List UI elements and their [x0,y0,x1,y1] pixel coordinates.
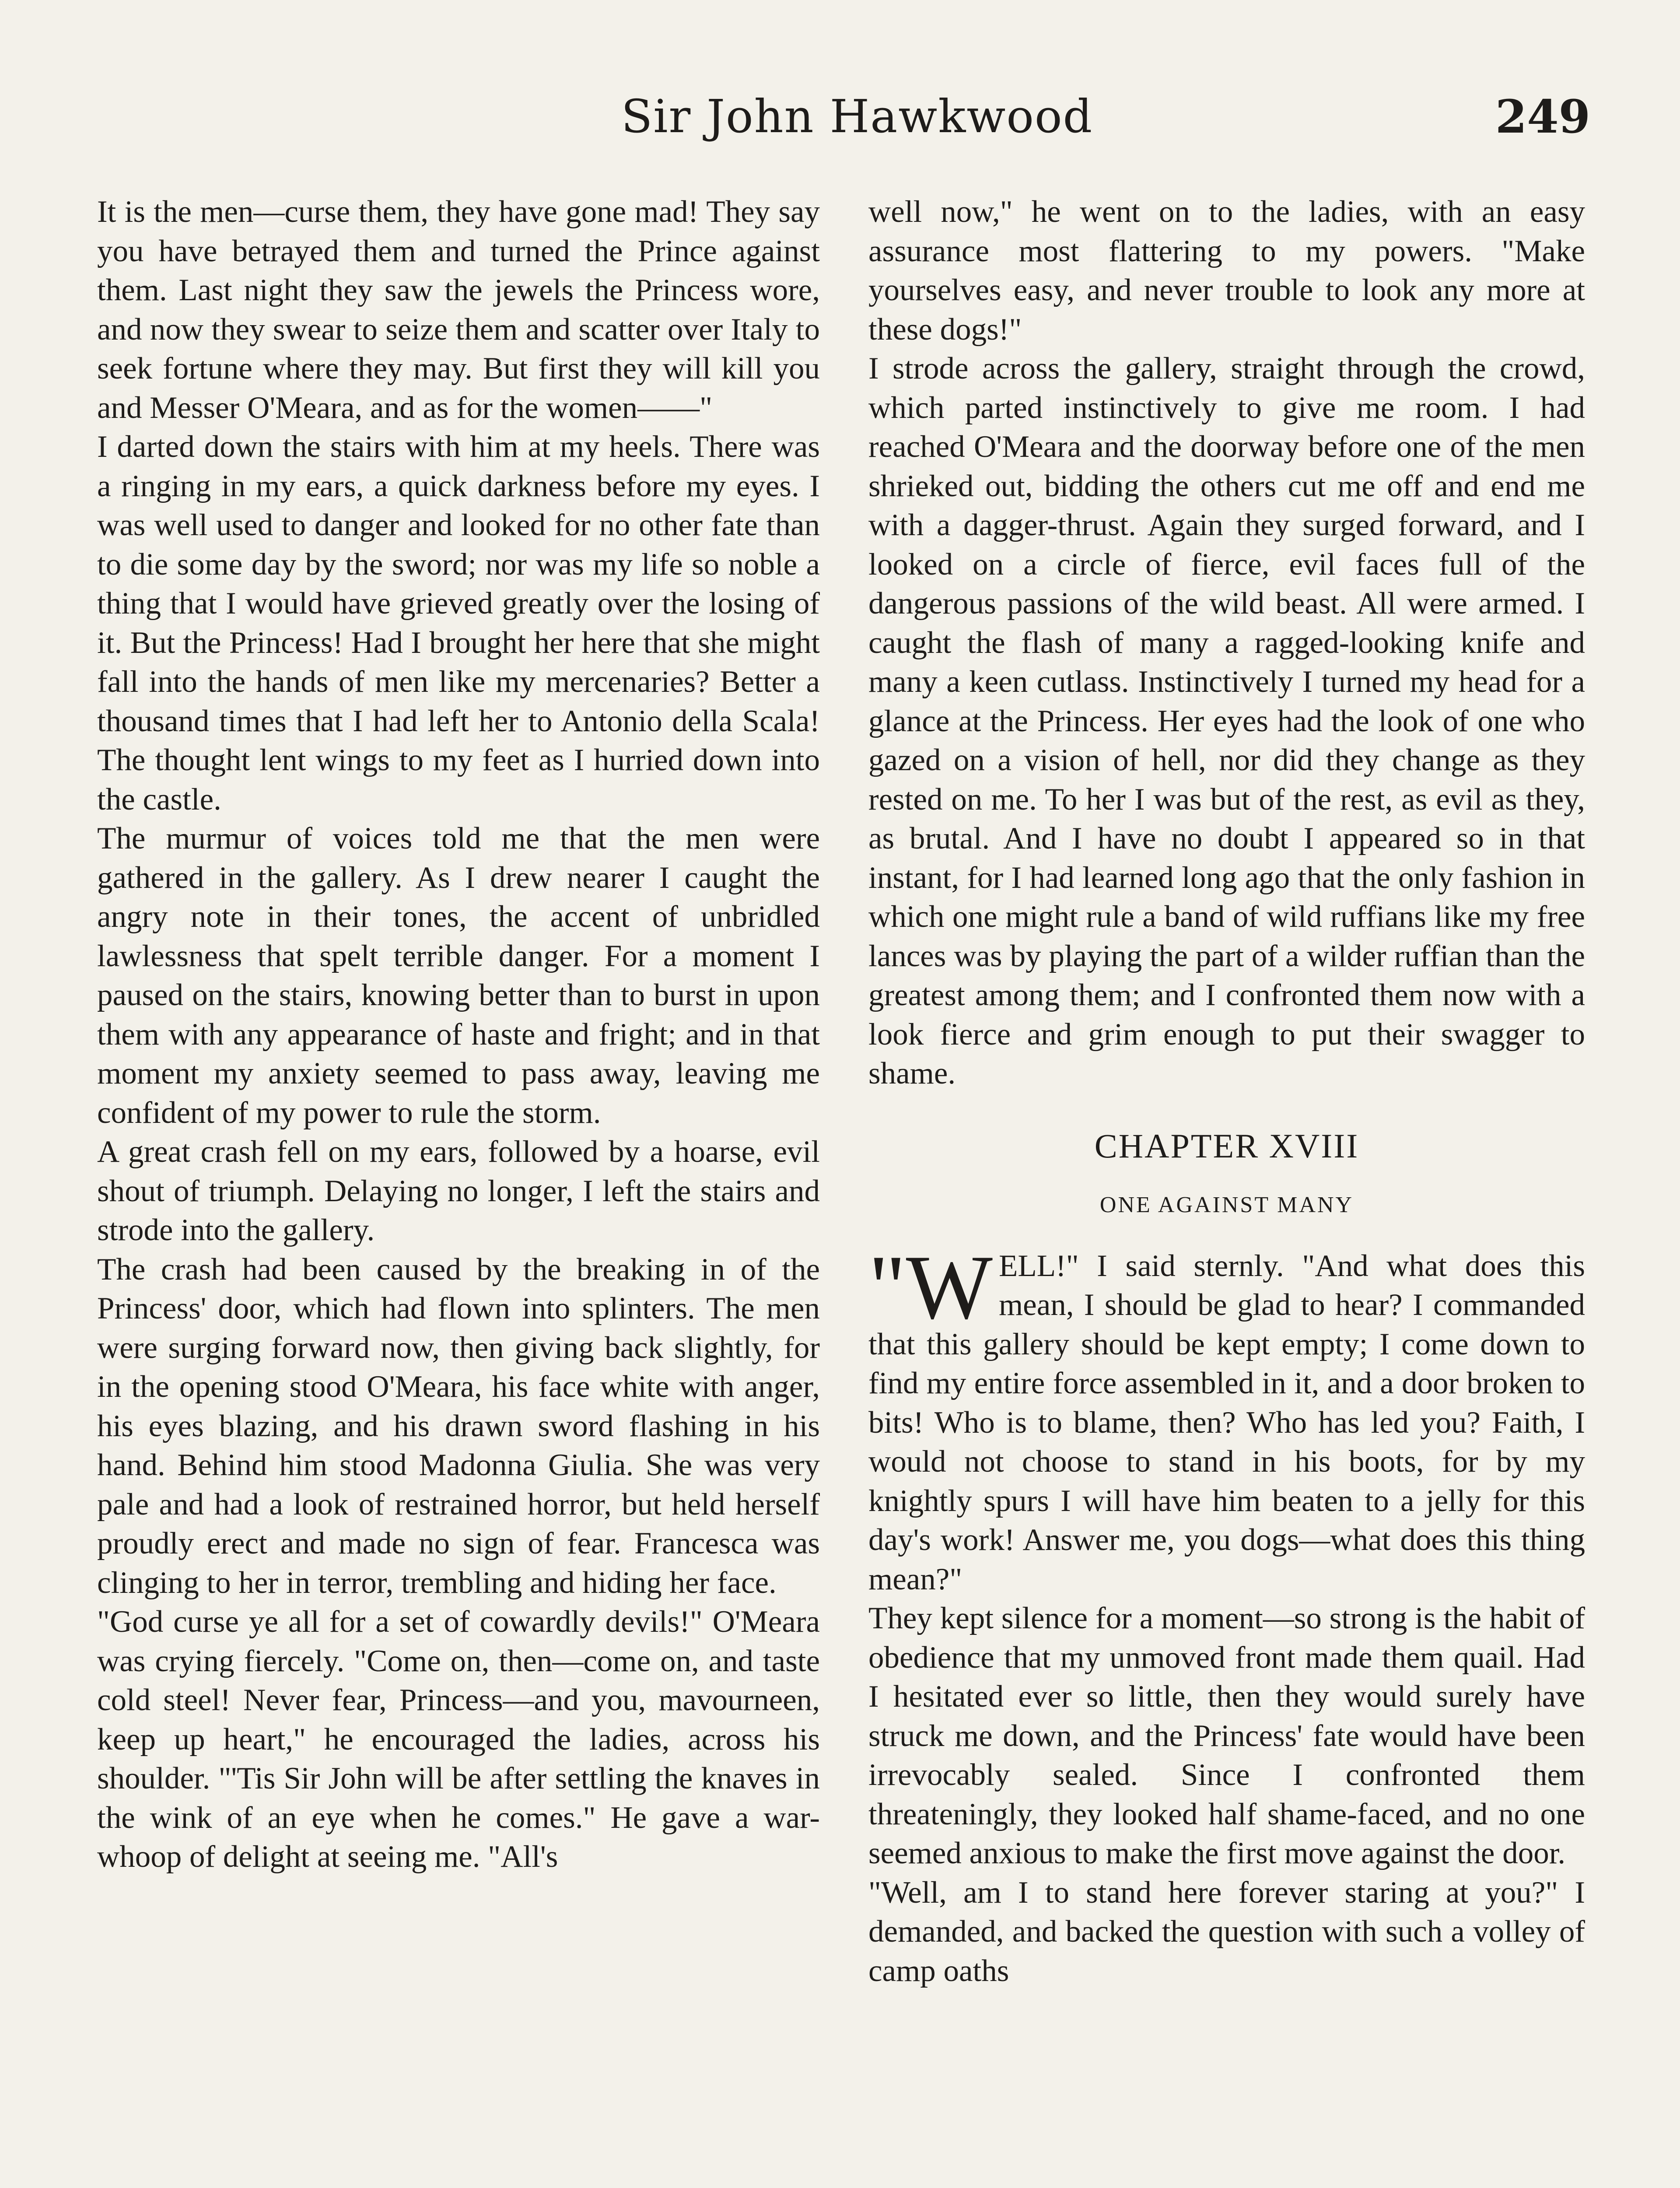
paragraph: It is the men—curse them, they have gone mad! They say you have betrayed them and turned the Prince against them. Last night they saw the jewels the Princess wore, and now they swear to seize them and scatter over Italy to seek fortune where they may. But first they will kill you and Messer O'Meara, and as for the women——" [97,195,820,425]
paragraph: well now," he went on to the ladies, with an easy assurance most flattering to my powers. "Make yourselves easy, and never trouble to look any more at these dogs!" [868,195,1585,347]
page-header [0,90,1680,155]
paragraph: The crash had been caused by the breaking in of the Princess' door, which had flown into splinters. The men were surging forward now, then giving back slightly, for in the opening stood O'Meara, his face white with anger, his eyes blazing, and his drawn sword flashing in his hand. Behind him stood Madonna Giulia. She was very pale and had a look of restrained horror, but held herself proudly erect and made no sign of fear. Francesca was clinging to her in terror, trembling and hiding her face. [97,1252,820,1600]
paragraph: A great crash fell on my ears, followed by a hoarse, evil shout of triumph. Delaying no longer, I left the stairs and strode into the gallery. [97,1135,820,1247]
left-column [97,193,820,1877]
paragraph: I strode across the gallery, straight through the crowd, which parted instinctively to give me room. I had reached O'Meara and the doorway before one of the men shrieked out, bidding the others cut me off and end me with a dagger-thrust. Again they surged forward, and I looked on a circle of fierce, evil faces full of the dangerous passions of the wild beast. All were armed. I caught the flash of many a ragged-looking knife and many a keen cutlass. Instinctively I turned my head for a glance at the Princess. Her eyes had the look of one who gazed on a vision of hell, nor did they change as they rested on me. To her I was but of the rest, as evil as they, as brutal. And I have no doubt I appeared so in that instant, for I had learned long ago that the only fashion in which one might rule a band of wild ruffians like my free lances was by playing the part of a wilder ruffian than the greatest among them; and I confronted them now with a look fierce and grim enough to put their swagger to shame. [868,351,1585,1090]
drop-cap-letter: W [906,1236,993,1338]
right-column [868,193,1585,1991]
drop-cap-quote: " [868,1236,906,1338]
paragraph: "God curse ye all for a set of cowardly devils!" O'Meara was crying fiercely. "Come on, then—come on, and taste cold steel! Never fear, Princess—and you, mavourneen, keep up heart," he encouraged the ladies, across his shoulder. "'Tis Sir John will be after settling the knaves in the wink of an eye when he comes." He gave a war-whoop of delight at seeing me. "All's [97,1605,820,1874]
paragraph [868,1236,1585,1599]
paragraph: The murmur of voices told me that the men were gathered in the gallery. As I drew nearer I caught the angry note in their tones, the accent of unbridled lawlessness that spelt terrible danger. For a moment I paused on the stairs, knowing better than to burst in upon them with any appearance of haste and fright; and in that moment my anxiety seemed to pass away, leaving me confident of my power to rule the storm. [97,821,820,1130]
running-title: Sir John Hawkwood [621,90,1093,143]
chapter-subtitle: ONE AGAINST MANY [1099,1192,1354,1217]
paragraph: They kept silence for a moment—so strong is the habit of obedience that my unmoved front made them quail. Had I hesitated ever so little, then they would surely have struck me down, and the Princess' fate would have been irrevocably sealed. Since I confronted them threateningly, they looked half shame-faced, and no one seemed anxious to make the first move against the door. [868,1601,1585,1870]
page-number: 249 [1495,90,1590,144]
drop-cap [868,1236,993,1338]
paragraph-text: ELL!" I said sternly. "And what does this mean, I should be glad to hear? I commanded that this gallery should be kept empty; I come down to find my entire force assembled in it, and a door broken to bits! Who is to blame, then? Who has led you? Faith, I would not choose to stand in his boots, for by my knightly spurs I will have him beaten to a jelly for this day's work! Answer me, you dogs—what does this thing mean?" [868,1248,1585,1596]
paragraph: "Well, am I to stand here forever staring at you?" I demanded, and backed the question with such a volley of camp oaths [868,1875,1585,1988]
paragraph: I darted down the stairs with him at my heels. There was a ringing in my ears, a quick darkness before my eyes. I was well used to danger and looked for no other fate than to die some day by the sword; nor was my life so noble a thing that I would have grieved greatly over the losing of it. But the Princess! Had I brought her here that she might fall into the hands of men like my mercenaries? Better a thousand times that I had left her to Antonio della Scala! The thought lent wings to my feet as I hurried down into the castle. [97,430,820,817]
chapter-title: CHAPTER XVIII [1094,1126,1359,1165]
